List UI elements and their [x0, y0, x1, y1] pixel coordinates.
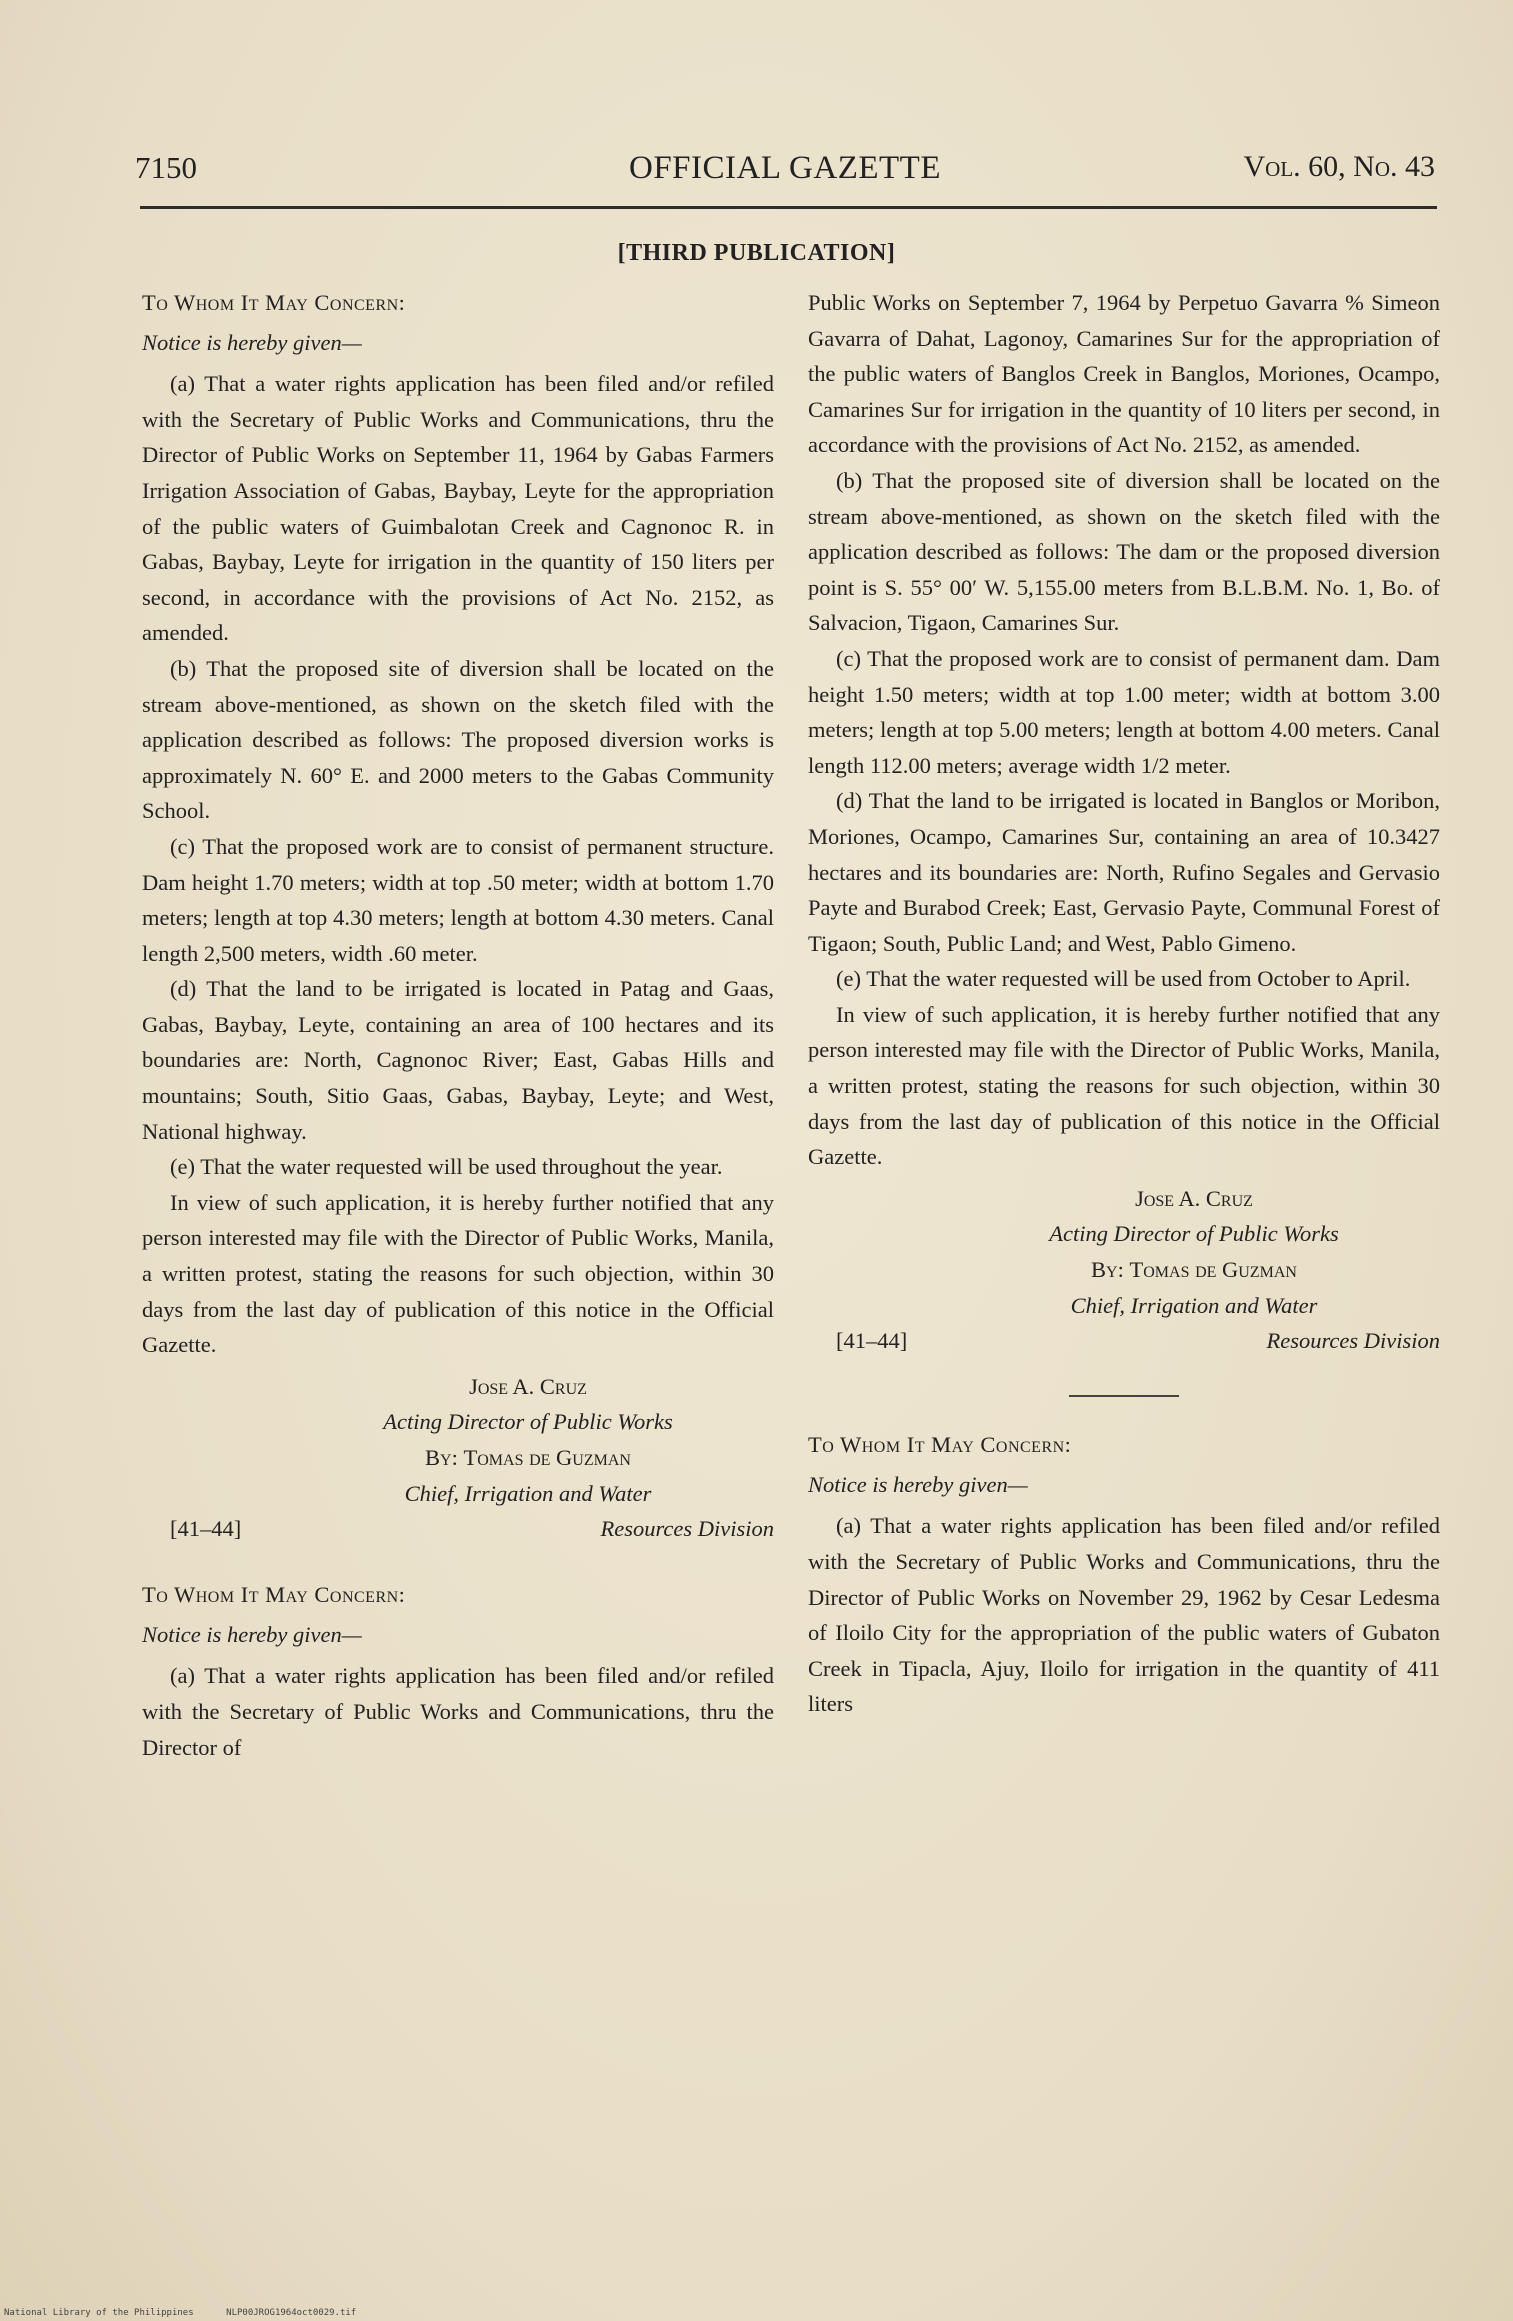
paragraph-a: (a) That a water rights application has been filed and/or refiled with the Secretary of Public Works and Communications, thru the Director of [142, 1663, 774, 1760]
signatory-division: Resources Division [1266, 1328, 1440, 1354]
header-rule [140, 206, 1437, 209]
by-name: Tomas de Guzman [463, 1445, 631, 1470]
signature-block [142, 1369, 774, 1547]
issue-reference: [41–44] [170, 1516, 242, 1542]
signature-row [142, 1511, 774, 1547]
paragraph-d: (d) That the land to be irrigated is located in Patag and Gaas, Gabas, Baybay, Leyte, containing an area of 100 hectares and its boundaries are: North, Cagnonoc River; East, Gabas Hills and mountains; South, Sitio Gaas, Gabas, Baybay, Leyte; and West, National highway. [142, 976, 774, 1144]
notice-given: Notice is hereby given— [142, 1621, 362, 1647]
signatory-chief: Chief, Irrigation and Water [404, 1480, 652, 1506]
paragraph-e: (e) That the water requested will be used throughout the year. [170, 1154, 723, 1180]
paragraph-a: (a) That a water rights application has been filed and/or refiled with the Secretary of Public Works and Communications, thru the Director of Public Works on September 11, 1964 by Gabas Farmers Irrigation Association of Gabas, Baybay, Leyte for the appropriation of the public waters of Guimbalotan Creek and Cagnonoc R. in Gabas, Baybay, Leyte for irrigation in the quantity of 150 liters per second, in accordance with the provisions of Act No. 2152, as amended. [142, 371, 774, 646]
by-prefix: By: [1091, 1257, 1124, 1283]
paragraph-a-continued: Public Works on September 7, 1964 by Perpetuo Gavarra % Simeon Gavarra of Dahat, Lagonoy, Camarines Sur for the appropriation of the public waters of Banglos Creek in Banglos, Moriones, Ocampo, Camarines Sur for irrigation in the quantity of 10 liters per second, in accordance with the provisions of Act No. 2152, as amended. [808, 290, 1440, 458]
signatory-chief: Chief, Irrigation and Water [1070, 1292, 1318, 1318]
signatory-title: Acting Director of Public Works [1049, 1221, 1339, 1247]
file-name: NLP00JROG1964oct0029.tif [226, 2308, 357, 2318]
notice-heading: To Whom It May Concern: [142, 1582, 406, 1608]
volume-number: Vol. 60, No. 43 [1243, 150, 1435, 183]
library-name: National Library of the Philippines [4, 2308, 194, 2318]
publication-title: OFFICIAL GAZETTE [629, 150, 941, 186]
paragraph-c: (c) That the proposed work are to consist of permanent dam. Dam height 1.50 meters; width at top 1.00 meter; width at bottom 3.00 meters; length at top 5.00 meters; length at bottom 4.00 meters. Canal length 112.00 meters; average width 1/2 meter. [808, 645, 1440, 778]
issue-reference: [41–44] [836, 1328, 908, 1354]
signatory-name: Jose A. Cruz [1135, 1185, 1253, 1211]
signature-row [808, 1323, 1440, 1359]
scan-footer [4, 2308, 356, 2318]
signatory-by [948, 1252, 1440, 1288]
paragraph-b: (b) That the proposed site of diversion shall be located on the stream above-mentioned, as shown on the sketch filed with the application described as follows: The dam or the proposed diversion point is S. 55° 00′ W. 5,155.00 meters from B.L.B.M. No. 1, Bo. of Salvacion, Tigaon, Camarines Sur. [808, 467, 1440, 636]
by-prefix: By: [425, 1445, 458, 1470]
notice-heading: To Whom It May Concern: [142, 290, 406, 315]
paragraph-a: (a) That a water rights application has been filed and/or refiled with the Secretary of Public Works and Communications, thru the Director of Public Works on November 29, 1962 by Cesar Ledesma of Iloilo City for the appropriation of the public waters of Gubaton Creek in Tipacla, Ajuy, Iloilo for irrigation in the quantity of 411 liters [808, 1513, 1440, 1717]
signatory-title: Acting Director of Public Works [383, 1409, 673, 1435]
closing-paragraph: In view of such application, it is hereby further notified that any person interested may file with the Director of Public Works, Manila, a written protest, stating the reasons for such objection, within 30 days from the last day of publication of this notice in the Official Gazette. [142, 1189, 774, 1358]
signatory-name: Jose A. Cruz [469, 1373, 587, 1399]
signatory-by [282, 1440, 774, 1476]
notice-heading: To Whom It May Concern: [808, 1432, 1072, 1458]
notice-given: Notice is hereby given— [142, 329, 362, 355]
by-name: Tomas de Guzman [1129, 1257, 1297, 1283]
notice-given: Notice is hereby given— [808, 1471, 1028, 1497]
section-divider [1069, 1395, 1179, 1397]
paragraph-d: (d) That the land to be irrigated is located in Banglos or Moribon, Moriones, Ocampo, Camarines Sur, containing an area of 10.3427 hectares and its boundaries are: North, Rufino Segales and Gervasio Payte and Burabod Creek; East, Gervasio Payte, Communal Forest of Tigaon; South, Public Land; and West, Pablo Gimeno. [808, 788, 1440, 956]
left-column [142, 285, 774, 1765]
paragraph-c: (c) That the proposed work are to consist of permanent structure. Dam height 1.70 meters; width at top .50 meter; width at bottom 1.70 meters; length at top 4.30 meters; length at bottom 4.30 meters. Canal length 2,500 meters, width .60 meter. [142, 833, 774, 966]
page-number: 7150 [135, 150, 197, 185]
paragraph-e: (e) That the water requested will be used from October to April. [836, 966, 1411, 992]
publication-label: [THIRD PUBLICATION] [617, 240, 896, 266]
page-header [135, 150, 1435, 190]
signature-block [808, 1181, 1440, 1359]
paragraph-b: (b) That the proposed site of diversion shall be located on the stream above-mentioned, as shown on the sketch filed with the application described as follows: The proposed diversion works is approximately N. 60° E. and 2000 meters to the Gabas Community School. [142, 655, 774, 824]
signatory-division: Resources Division [600, 1516, 774, 1542]
right-column [808, 285, 1440, 1722]
closing-paragraph: In view of such application, it is hereby further notified that any person interested may file with the Director of Public Works, Manila, a written protest, stating the reasons for such objection, within 30 days from the last day of publication of this notice in the Official Gazette. [808, 1001, 1440, 1170]
